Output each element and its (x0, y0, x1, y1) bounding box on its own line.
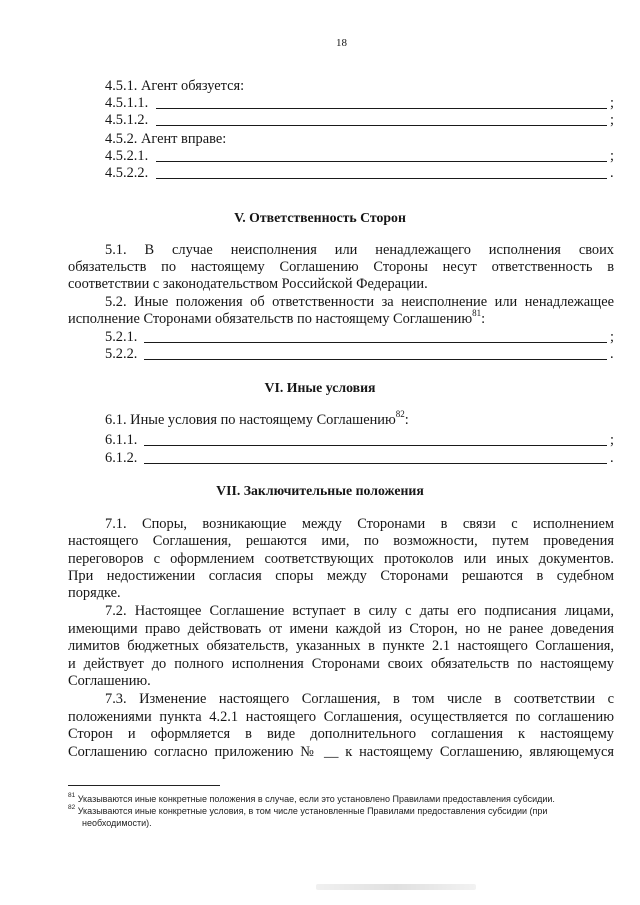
clause-7-1-line: При недостижении согласия споры между Сторонами решаются в судебном (68, 568, 614, 584)
footnote-ref-81[interactable]: 81 (472, 308, 482, 319)
scan-artifact (316, 884, 476, 890)
clause-7-2-line: имеющими право действовать от имени каждой из Сторон, но не ранее доведения (68, 621, 614, 637)
clause-7-1-line: переговоров с оформлением соответствующих протоколов или иных документов. (68, 551, 614, 567)
footnote-ref-82[interactable]: 82 (395, 409, 405, 420)
footnote-82-continued: необходимости). (82, 818, 152, 828)
footnote-81 (68, 794, 555, 805)
blank-line-6-1-2 (144, 463, 607, 464)
footnote-separator (68, 785, 220, 786)
clause-5-1-line: 5.1. В случае неисполнения или ненадлежащего исполнения своих (105, 242, 614, 258)
clause-7-2-line: и действует до полного исполнения Сторонами своих обязательств по настоящему (68, 656, 614, 672)
period: . (610, 450, 614, 466)
clause-7-3-line: положениями пункта 4.2.1 настоящего Соглашения, осуществляется по соглашению (68, 709, 614, 725)
clause-7-1-line: порядке. (68, 585, 121, 601)
blank-line-4-5-2-1 (156, 161, 607, 162)
blank-line-5-2-1 (144, 342, 607, 343)
clause-4-5-1: 4.5.1. Агент обязуется: (105, 78, 245, 94)
semicolon: ; (610, 148, 614, 164)
footnote-marker-81: 81 (68, 792, 76, 799)
clause-6-1 (105, 409, 409, 428)
blank-line-4-5-2-2 (156, 178, 607, 179)
clause-7-3-line: 7.3. Изменение настоящего Соглашения, в том числе в соответствии с (105, 691, 614, 707)
footnote-82-text: Указываются иные конкретные условия, в том числе установленные Правилами предоставления субсидии (при (75, 806, 548, 816)
clause-5-1-line: соответствии с законодательством Российской Федерации. (68, 276, 428, 292)
footnote-81-text: Указываются иные конкретные положения в случае, если это установлено Правилами предоставления субсидии. (75, 794, 555, 804)
period: . (610, 346, 614, 362)
period: . (610, 165, 614, 181)
clause-7-1-line: настоящего Соглашения, решаются ими, по возможности, путем проведения (68, 533, 614, 549)
clause-6-1-1-number: 6.1.1. (105, 432, 138, 448)
clause-5-2-text: исполнение Сторонами обязательств по настоящему Соглашению (68, 311, 473, 327)
clause-5-2-line: 5.2. Иные положения об ответственности за неисполнение или ненадлежащее (105, 294, 614, 310)
semicolon: ; (610, 112, 614, 128)
clause-4-5-2-1-number: 4.5.2.1. (105, 148, 149, 164)
section-heading-vii: VII. Заключительные положения (216, 483, 424, 498)
section-heading-v: V. Ответственность Сторон (234, 210, 406, 225)
clause-5-1-line: обязательств по настоящему Соглашению Стороны несут ответственность в (68, 259, 614, 275)
clause-4-5-2: 4.5.2. Агент вправе: (105, 131, 227, 147)
blank-line-4-5-1-1 (156, 108, 607, 109)
blank-line-6-1-1 (144, 445, 607, 446)
clause-5-2-2-number: 5.2.2. (105, 346, 138, 362)
clause-5-2-1-number: 5.2.1. (105, 329, 138, 345)
clause-6-1-text: 6.1. Иные условия по настоящему Соглашению (105, 412, 396, 428)
semicolon: ; (610, 95, 614, 111)
clause-5-2-line (68, 308, 486, 327)
colon: : (481, 311, 486, 327)
clause-6-1-2-number: 6.1.2. (105, 450, 138, 466)
blank-line-5-2-2 (144, 359, 607, 360)
blank-line-4-5-1-2 (156, 125, 607, 126)
clause-4-5-1-2-number: 4.5.1.2. (105, 112, 149, 128)
semicolon: ; (610, 432, 614, 448)
footnote-marker-82: 82 (68, 804, 76, 811)
section-heading-vi: VI. Иные условия (264, 380, 376, 395)
clause-7-3-line: Соглашению согласно приложению № __ к настоящему Соглашению, являющемуся (68, 744, 614, 760)
page-number: 18 (336, 37, 347, 49)
colon: : (404, 412, 409, 428)
clause-4-5-2-2-number: 4.5.2.2. (105, 165, 149, 181)
clause-7-3-line: Сторон и оформляется в виде дополнительного соглашения к настоящему (68, 726, 614, 742)
clause-7-2-line: лимитов бюджетных обязательств, указанных в пункте 2.1 настоящего Соглашения, (68, 638, 614, 654)
clause-7-2-line: Соглашению. (68, 673, 151, 689)
clause-7-1-line: 7.1. Споры, возникающие между Сторонами в связи с исполнением (105, 516, 614, 532)
footnote-82 (68, 806, 547, 817)
clause-4-5-1-1-number: 4.5.1.1. (105, 95, 149, 111)
semicolon: ; (610, 329, 614, 345)
clause-7-2-line: 7.2. Настоящее Соглашение вступает в силу с даты его подписания лицами, (105, 603, 614, 619)
